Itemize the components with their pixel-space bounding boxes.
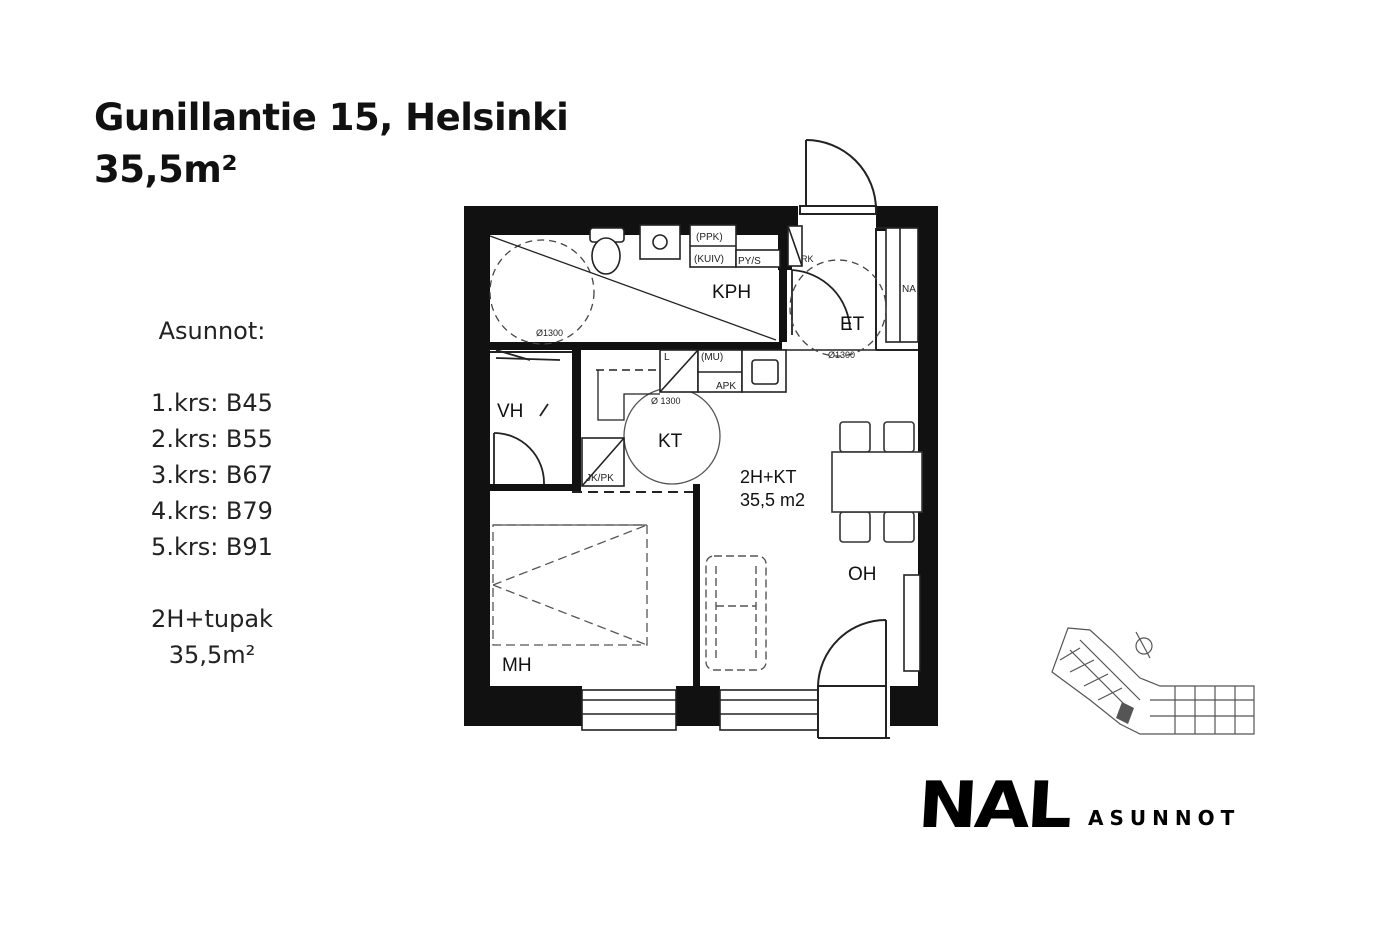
room-label-oh: OH (848, 564, 877, 585)
unit-floor-2: 2.krs: B55 (151, 425, 273, 453)
units-heading: Asunnot: (158, 317, 266, 345)
room-label-et: ET (840, 314, 865, 335)
fixture-label-ppk: (PPK) (696, 232, 723, 243)
address-heading: Gunillantie 15, Helsinki (94, 96, 569, 139)
logo-nal: NAL (915, 769, 1072, 843)
fixture-label-apk: APK (716, 381, 737, 392)
diameter-label-kitchen: Ø 1300 (651, 396, 681, 406)
unit-type: 2H+tupak (151, 605, 273, 633)
fixture-label-jkpk: JK/PK (586, 473, 614, 484)
room-label-mh: MH (502, 655, 532, 676)
unit-floor-4: 4.krs: B79 (151, 497, 273, 525)
brand-logo (915, 769, 1241, 843)
fixture-label-na: NA (902, 284, 916, 295)
unit-area: 35,5m² (168, 641, 256, 669)
room-label-kph: KPH (712, 282, 752, 303)
unit-floor-5: 5.krs: B91 (151, 533, 273, 561)
unit-floor-3: 3.krs: B67 (151, 461, 273, 489)
north-arrow-icon (1136, 632, 1152, 658)
fixture-label-kuiv: (KUIV) (694, 254, 724, 265)
fixture-label-mu: (MU) (701, 352, 724, 363)
room-label-vh: VH (497, 401, 524, 422)
fixture-label-pys: PY/S (738, 256, 761, 267)
fixture-label-rk: RK (801, 254, 814, 264)
room-label-kt: KT (658, 431, 683, 452)
diameter-label-entry: Ø1300 (828, 350, 856, 360)
area-heading: 35,5m² (94, 148, 238, 191)
fixture-label-l: L (664, 352, 670, 363)
unit-location-marker (1116, 702, 1134, 724)
unit-floor-1: 1.krs: B45 (151, 389, 273, 417)
summary-type-label: 2H+KT (740, 467, 797, 487)
logo-asunnot: ASUNNOT (1088, 806, 1241, 830)
diameter-label-bathroom: Ø1300 (536, 328, 564, 338)
summary-area-label: 35,5 m2 (740, 490, 806, 510)
